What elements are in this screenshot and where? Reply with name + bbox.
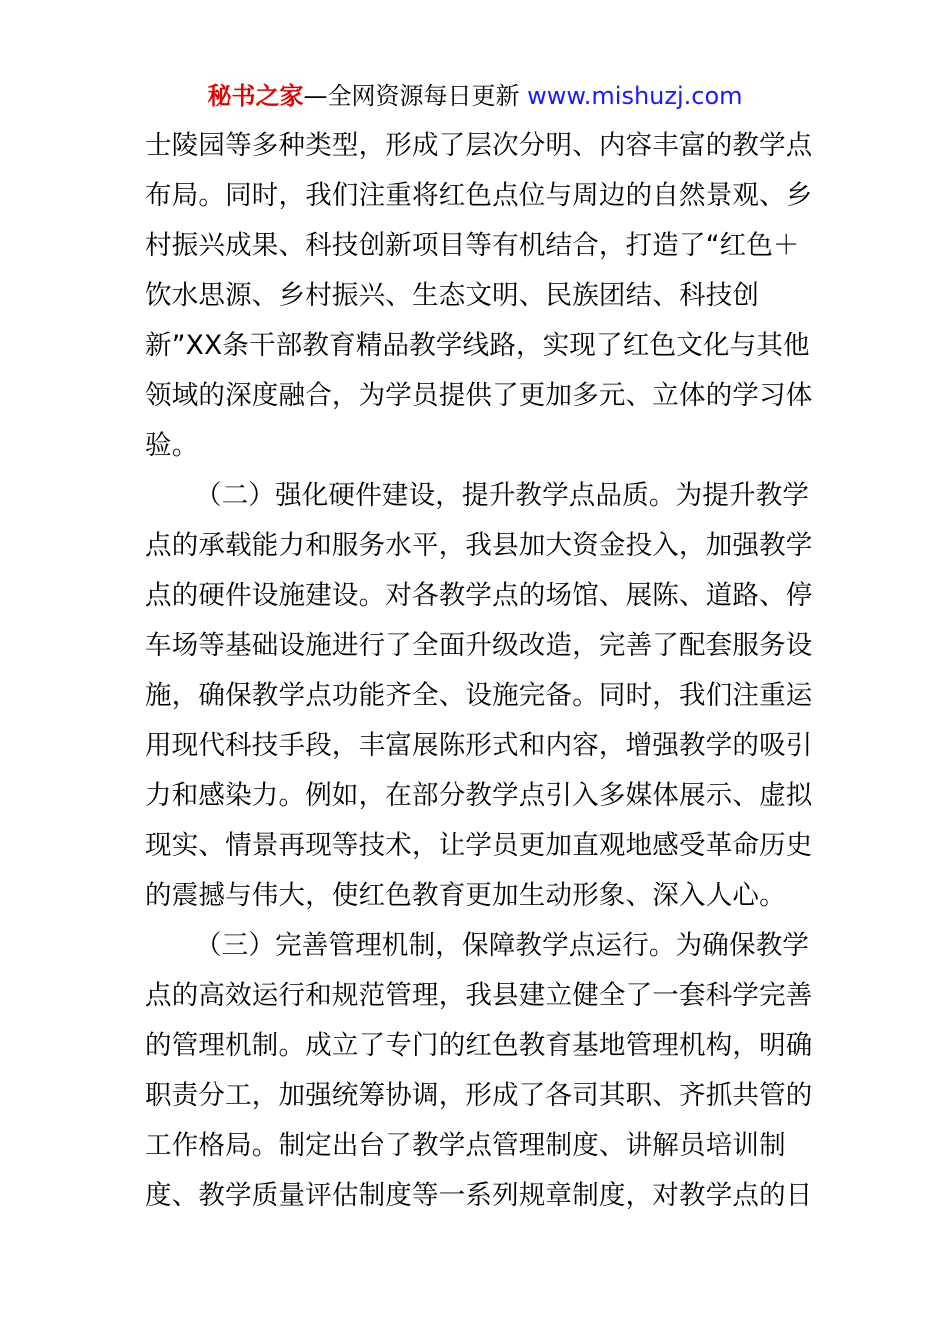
text-line: 施，确保教学点功能齐全、设施完备。同时，我们注重运 bbox=[145, 680, 813, 711]
text-line: 点的高效运行和规范管理，我县建立健全了一套科学完善 bbox=[145, 980, 813, 1011]
text-line: 布局。同时，我们注重将红色点位与周边的自然景观、乡 bbox=[145, 180, 813, 211]
text-line: 度、教学质量评估制度等一系列规章制度，对教学点的日 bbox=[145, 1180, 813, 1211]
text-line: 饮水思源、乡村振兴、生态文明、民族团结、科技创 bbox=[145, 280, 760, 311]
site-url-link[interactable]: www.mishuzj.com bbox=[527, 82, 743, 110]
text-line: 的管理机制。成立了专门的红色教育基地管理机构，明确 bbox=[145, 1030, 813, 1061]
section-heading-line: （三）完善管理机制，保障教学点运行。为确保教学 bbox=[195, 930, 810, 961]
text-line: 新”XX条干部教育精品教学线路，实现了红色文化与其他 bbox=[145, 330, 810, 361]
text-line: 职责分工，加强统筹协调，形成了各司其职、齐抓共管的 bbox=[145, 1080, 813, 1111]
text-line: 现实、情景再现等技术，让学员更加直观地感受革命历史 bbox=[145, 830, 813, 861]
text-line: 点的承载能力和服务水平，我县加大资金投入，加强教学 bbox=[145, 530, 813, 561]
text-line: 村振兴成果、科技创新项目等有机结合，打造了“红色＋ bbox=[145, 230, 800, 261]
text-line: 领域的深度融合，为学员提供了更加多元、立体的学习体 bbox=[145, 380, 813, 411]
text-line: 工作格局。制定出台了教学点管理制度、讲解员培训制 bbox=[145, 1130, 786, 1161]
page-header bbox=[0, 80, 950, 112]
text-line: 验。 bbox=[145, 430, 199, 461]
site-brand: 秘书之家 bbox=[207, 82, 304, 110]
text-line: 力和感染力。例如，在部分教学点引入多媒体展示、虚拟 bbox=[145, 780, 813, 811]
text-line: 的震撼与伟大，使红色教育更加生动形象、深入人心。 bbox=[145, 880, 786, 911]
document-body bbox=[145, 121, 813, 1221]
text-line: 士陵园等多种类型，形成了层次分明、内容丰富的教学点 bbox=[145, 130, 813, 161]
section-heading-line: （二）强化硬件建设，提升教学点品质。为提升教学 bbox=[195, 480, 810, 511]
text-line: 点的硬件设施建设。对各教学点的场馆、展陈、道路、停 bbox=[145, 580, 813, 611]
text-line: 用现代科技手段，丰富展陈形式和内容，增强教学的吸引 bbox=[145, 730, 813, 761]
text-line: 车场等基础设施进行了全面升级改造，完善了配套服务设 bbox=[145, 630, 813, 661]
site-tagline: —全网资源每日更新 bbox=[303, 82, 520, 110]
